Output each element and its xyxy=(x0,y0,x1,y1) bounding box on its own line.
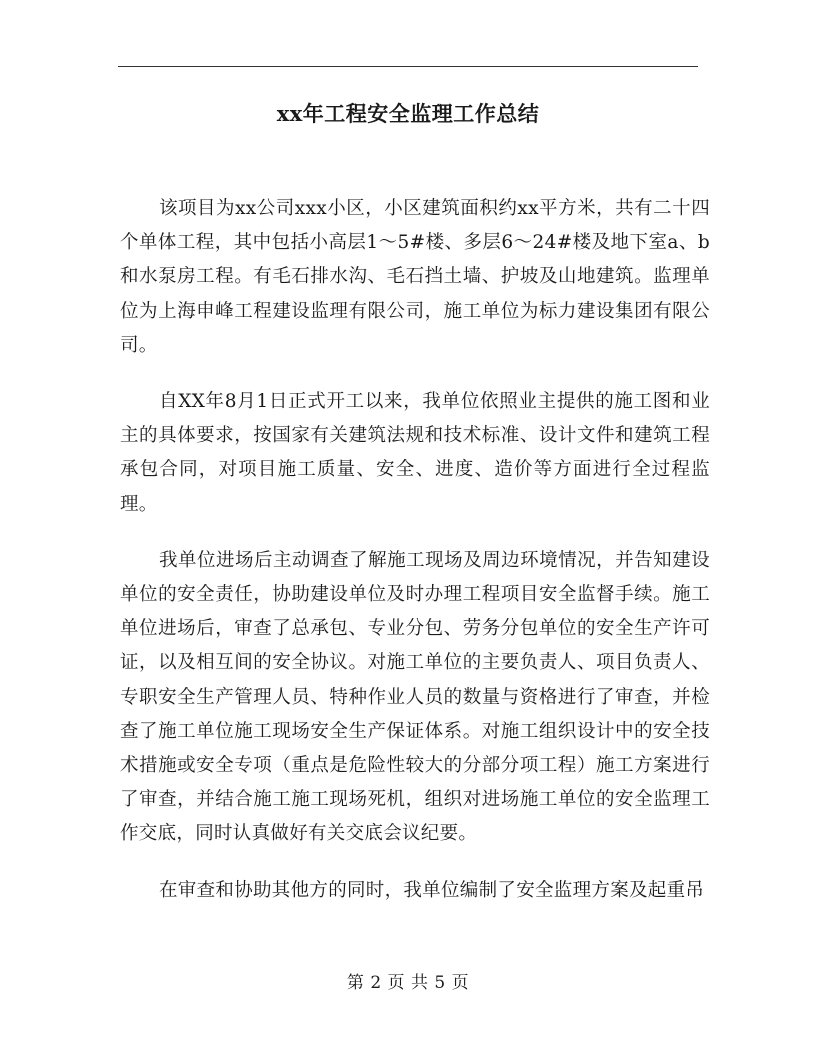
header-rule xyxy=(118,66,698,67)
paragraph-site-review: 我单位进场后主动调查了解施工现场及周边环境情况，并告知建设单位的安全责任，协助建设单位及时办理工程项目安全监督手续。施工单位进场后，审查了总承包、专业分包、劳务分包单位的安全生产许可证，以及相互间的安全协议。对施工单位的主要负责人、项目负责人、专职安全生产管理人员、特种作业人员的数量与资格进行了审查，并检查了施工单位施工现场安全生产保证体系。对施工组织设计中的安全技术措施或安全专项（重点是危险性较大的分部分项工程）施工方案进行了审查，并结合施工施工现场死机，组织对进场施工单位的安全监理工作交底，同时认真做好有关交底会议纪要。 xyxy=(120,549,710,845)
paragraph-project-overview: 该项目为xx公司xxx小区，小区建筑面积约xx平方米，共有二十四个单体工程，其中包括小高层1～5#楼、多层6～24#楼及地下室a、b和水泵房工程。有毛石排水沟、毛石挡土墙、护坡及山地建筑。监理单位为上海申峰工程建设监理有限公司，施工单位为标力建设集团有限公司。 xyxy=(120,198,710,356)
page-number: 第 2 页 共 5 页 xyxy=(346,973,470,993)
document-title: xx年工程安全监理工作总结 xyxy=(276,101,540,126)
paragraph-commencement: 自XX年8月1日正式开工以来，我单位依照业主提供的施工图和业主的具体要求，按国家有关建筑法规和技术标准、设计文件和建筑工程承包合同，对项目施工质量、安全、进度、造价等方面进行全过程监理。 xyxy=(120,391,710,515)
document-body xyxy=(120,192,710,930)
paragraph-safety-plan: 在审查和协助其他方的同时，我单位编制了安全监理方案及起重吊 xyxy=(159,879,705,901)
